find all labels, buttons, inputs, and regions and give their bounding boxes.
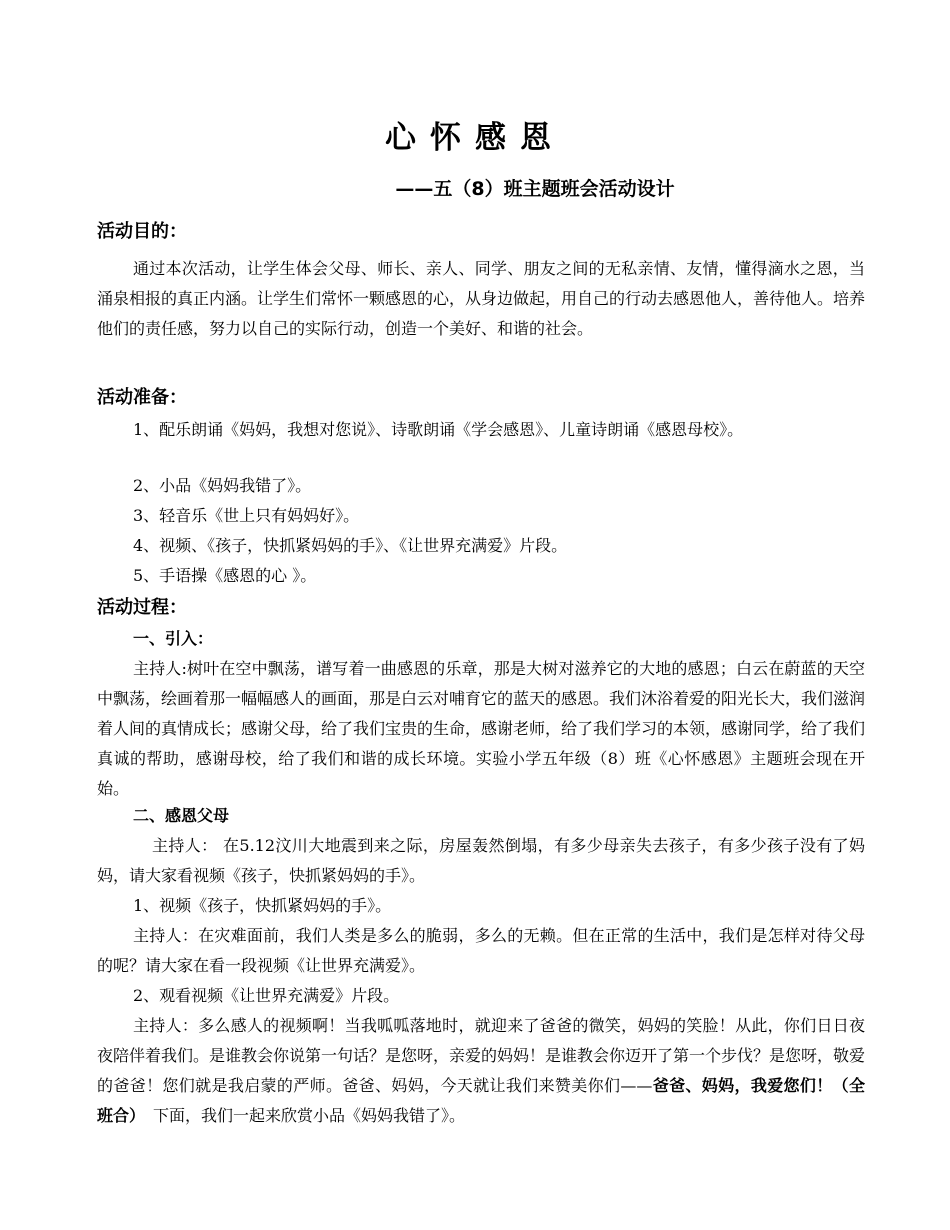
- parents-paragraph-3-text: 主持人：多么感人的视频啊！当我呱呱落地时，就迎来了爸爸的微笑，妈妈的笑脸！从此，你们日日夜夜陪伴着我们。是谁教会你说第一句话？是您呀，亲爱的妈妈！是谁教会你迈开了第一个步伐？是您呀，敬爱的爸爸！您们就是我启蒙的严师。爸爸、妈妈，今天就让我们来赞美你们——: [97, 1016, 866, 1095]
- parents-item-1: 1、视频《孩子，快抓紧妈妈的手》。: [133, 896, 392, 915]
- parents-paragraph-2: 主持人：在灾难面前，我们人类是多么的脆弱，多么的无赖。但在正常的生活中，我们是怎样对待父母的呢？请大家在看一段视频《让世界充满爱》。: [97, 926, 865, 975]
- document-title: 心怀感恩: [385, 120, 565, 156]
- document-subtitle: ——五（8）班主题班会活动设计: [395, 178, 675, 200]
- prep-item-2: 2、小品《妈妈我错了》。: [133, 476, 312, 495]
- parents-paragraph-3: [97, 1011, 865, 1131]
- intro-paragraph: 主持人:树叶在空中飘荡，谱写着一曲感恩的乐章，那是大树对滋养它的大地的感恩；白云在蔚蓝的天空中飘荡，绘画着那一幅幅感人的画面，那是白云对哺育它的蓝天的感恩。我们沐浴着爱的阳光长大，我们滋润着人间的真情成长；感谢父母，给了我们宝贵的生命，感谢老师，给了我们学习的本领，感谢同学，给了我们真诚的帮助，感谢母校，给了我们和谐的成长环境。实验小学五年级（8）班《心怀感恩》主题班会现在开始。: [97, 659, 866, 798]
- section-heading-process: 活动过程：: [97, 597, 187, 618]
- section-heading-goal: 活动目的：: [97, 221, 187, 242]
- goal-paragraph: 通过本次活动，让学生体会父母、师长、亲人、同学、朋友之间的无私亲情、友情，懂得滴水之恩，当涌泉相报的真正内涵。让学生们常怀一颗感恩的心，从身边做起，用自己的行动去感恩他人，善待他人。培养他们的责任感，努力以自己的实际行动，创造一个美好、和谐的社会。: [97, 259, 866, 338]
- prep-item-3: 3、轻音乐《世上只有妈妈好》。: [133, 506, 360, 525]
- prep-item-5: 5、手语操《感恩的心 》。: [133, 566, 317, 585]
- parents-paragraph-3-bold: 爸爸、妈妈，我爱您们！（全班合）: [97, 1076, 865, 1125]
- parents-heading: 二、感恩父母: [133, 806, 230, 825]
- parents-item-2: 2、观看视频《让世界充满爱》片段。: [133, 986, 400, 1005]
- parents-paragraph-1: 主持人： 在5.12汶川大地震到来之际，房屋轰然倒塌，有多少母亲失去孩子，有多少孩子没有了妈妈，请大家看视频《孩子，快抓紧妈妈的手》。: [97, 836, 865, 885]
- prep-item-4: 4、视频、《孩子，快抓紧妈妈的手》、《让世界充满爱》片段。: [133, 536, 568, 555]
- prep-item-1: 1、配乐朗诵《妈妈，我想对您说》、诗歌朗诵《学会感恩》、儿童诗朗诵《感恩母校》。: [133, 420, 744, 439]
- intro-heading: 一、引入：: [133, 629, 214, 648]
- section-heading-prep: 活动准备：: [97, 387, 187, 408]
- parents-paragraph-3-tail: 下面，我们一起来欣赏小品《妈妈我错了》。: [137, 1106, 466, 1125]
